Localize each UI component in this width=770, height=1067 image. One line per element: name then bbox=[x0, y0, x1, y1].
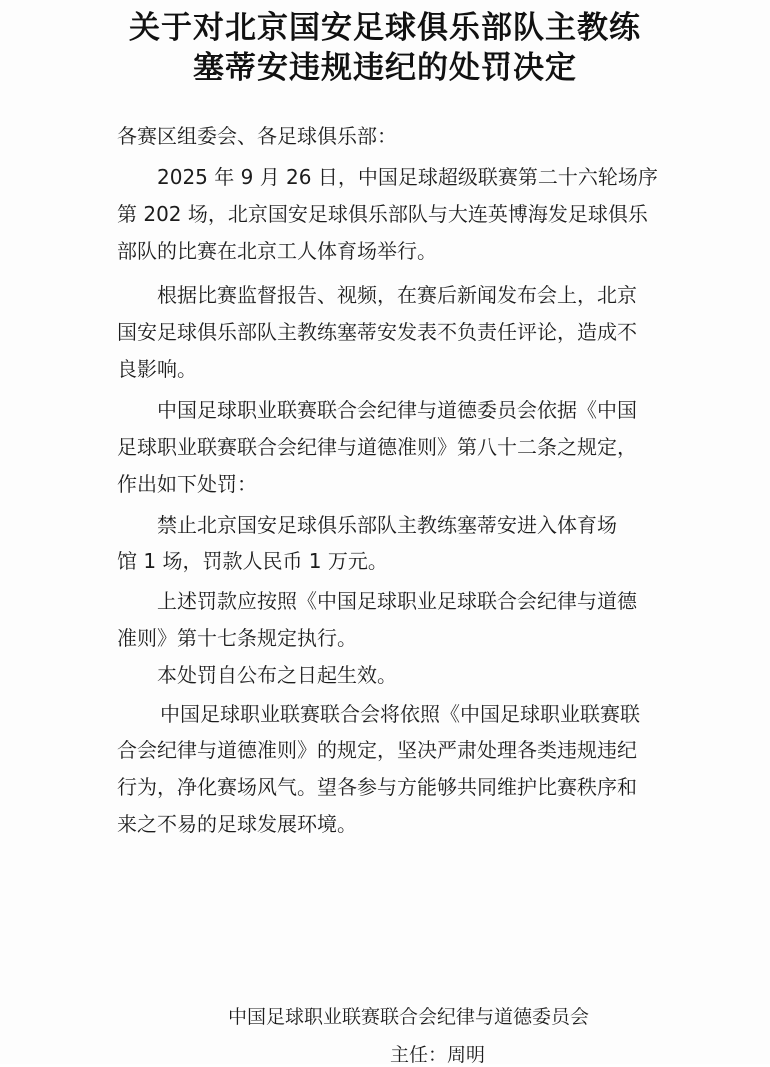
paragraph-3-line-1: 中国足球职业联赛联合会纪律与道德委员会依据《中国 bbox=[157, 398, 637, 422]
paragraph-7-line-4: 来之不易的足球发展环境。 bbox=[117, 812, 357, 836]
signature-person: 主任：周明 bbox=[390, 1044, 486, 1066]
paragraph-4-line-2: 馆 1 场，罚款人民币 1 万元。 bbox=[117, 549, 388, 573]
paragraph-2-line-1: 根据比赛监督报告、视频，在赛后新闻发布会上，北京 bbox=[157, 283, 637, 307]
paragraph-3-line-3: 作出如下处罚： bbox=[117, 472, 257, 496]
signature-organization: 中国足球职业联赛联合会纪律与道德委员会 bbox=[228, 1006, 590, 1028]
document-title-line-1: 关于对北京国安足球俱乐部队主教练 bbox=[129, 10, 641, 46]
paragraph-3-line-2: 足球职业联赛联合会纪律与道德准则》第八十二条之规定， bbox=[117, 435, 637, 459]
paragraph-5-line-1: 上述罚款应按照《中国足球职业足球联合会纪律与道德 bbox=[157, 589, 637, 613]
paragraph-2-line-3: 良影响。 bbox=[117, 357, 197, 381]
paragraph-5-line-2: 准则》第十七条规定执行。 bbox=[117, 626, 357, 650]
paragraph-1-line-2: 第 202 场，北京国安足球俱乐部队与大连英博海发足球俱乐 bbox=[117, 202, 648, 226]
salutation: 各赛区组委会、各足球俱乐部： bbox=[117, 124, 397, 148]
paragraph-7-line-3: 行为，净化赛场风气。望各参与方能够共同维护比赛秩序和 bbox=[117, 775, 637, 799]
paragraph-1-line-3: 部队的比赛在北京工人体育场举行。 bbox=[117, 239, 437, 263]
paragraph-4-line-1: 禁止北京国安足球俱乐部队主教练塞蒂安进入体育场 bbox=[157, 513, 617, 537]
document-title-line-2: 塞蒂安违规违纪的处罚决定 bbox=[193, 50, 577, 86]
paragraph-6-line-1: 本处罚自公布之日起生效。 bbox=[157, 663, 397, 687]
paragraph-1-line-1: 2025 年 9 月 26 日，中国足球超级联赛第二十六轮场序 bbox=[157, 165, 658, 189]
paragraph-7-line-1: 中国足球职业联赛联合会将依照《中国足球职业联赛联 bbox=[160, 702, 640, 726]
paragraph-2-line-2: 国安足球俱乐部队主教练塞蒂安发表不负责任评论，造成不 bbox=[117, 320, 637, 344]
paragraph-7-line-2: 合会纪律与道德准则》的规定，坚决严肃处理各类违规违纪 bbox=[117, 738, 637, 762]
